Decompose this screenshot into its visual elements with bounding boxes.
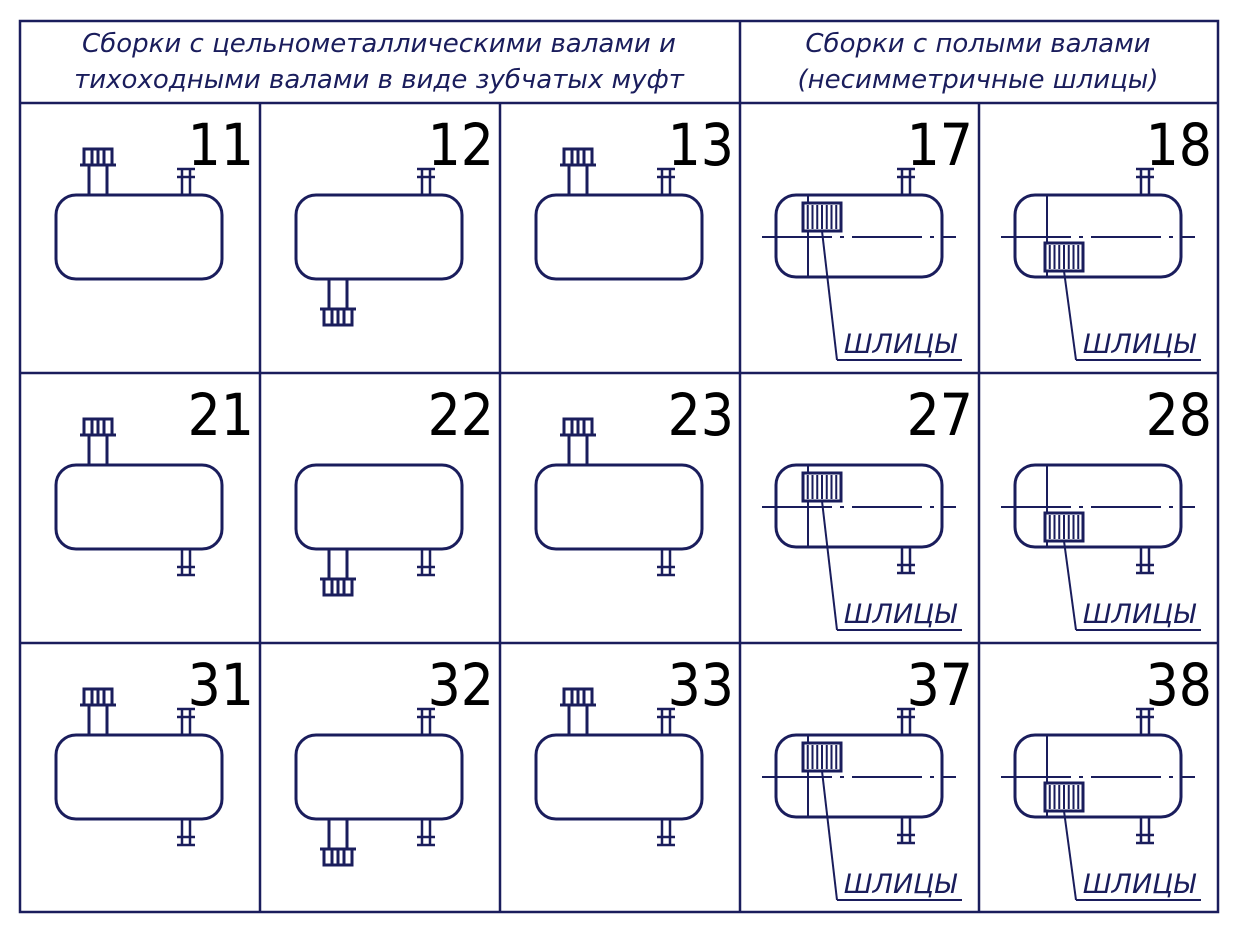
- spline-leader: [1064, 271, 1076, 360]
- gearbox-housing: [296, 195, 462, 279]
- assembly-cell-33: [536, 651, 734, 845]
- gearbox-housing: [296, 465, 462, 549]
- spline-leader: [1064, 541, 1076, 630]
- assembly-cell-32: [296, 651, 494, 865]
- cell-number: 11: [187, 111, 254, 179]
- assembly-cell-17: [762, 111, 973, 360]
- gearbox-housing: [536, 735, 702, 819]
- spline-leader: [1064, 811, 1076, 900]
- spline-leader: [822, 231, 837, 360]
- assembly-cell-21: [56, 381, 254, 575]
- cell-number: 17: [906, 111, 973, 179]
- gearbox-housing: [56, 195, 222, 279]
- gearbox-housing: [56, 735, 222, 819]
- cell-number: 22: [427, 381, 494, 449]
- spline-label: ШЛИЦЫ: [1082, 599, 1196, 630]
- header-left-line2: тихоходными валами в виде зубчатых муфт: [74, 65, 684, 95]
- spline-label: ШЛИЦЫ: [843, 599, 957, 630]
- spline-label: ШЛИЦЫ: [1082, 869, 1196, 900]
- cell-number: 37: [906, 651, 973, 719]
- spline-label: ШЛИЦЫ: [843, 329, 957, 360]
- header-right-line2: (несимметричные шлицы): [797, 65, 1159, 95]
- gearbox-housing: [536, 465, 702, 549]
- spline-leader: [822, 501, 837, 630]
- cell-number: 27: [906, 381, 973, 449]
- assembly-cell-31: [56, 651, 254, 845]
- gearbox-housing: [296, 735, 462, 819]
- spline-label: ШЛИЦЫ: [1082, 329, 1196, 360]
- cell-number: 38: [1145, 651, 1212, 719]
- cell-number: 21: [187, 381, 254, 449]
- assembly-cell-37: [762, 651, 973, 900]
- assembly-cell-27: [762, 381, 973, 630]
- cell-number: 31: [187, 651, 254, 719]
- header-left-line1: Сборки с цельнометаллическими валами и: [82, 29, 676, 59]
- cell-number: 23: [667, 381, 734, 449]
- gearbox-housing: [56, 465, 222, 549]
- assembly-cell-38: [1001, 651, 1212, 900]
- assembly-cells: [56, 111, 1212, 900]
- cell-number: 32: [427, 651, 494, 719]
- assembly-cell-12: [296, 111, 494, 325]
- spline-label: ШЛИЦЫ: [843, 869, 957, 900]
- assembly-cell-18: [1001, 111, 1212, 360]
- cell-number: 18: [1145, 111, 1212, 179]
- cell-number: 33: [667, 651, 734, 719]
- assembly-cell-13: [536, 111, 734, 279]
- cell-number: 13: [667, 111, 734, 179]
- assembly-cell-11: [56, 111, 254, 279]
- header-right-line1: Сборки с полыми валами: [805, 29, 1151, 59]
- assembly-cell-23: [536, 381, 734, 575]
- cell-number: 12: [427, 111, 494, 179]
- spline-leader: [822, 771, 837, 900]
- gearbox-housing: [536, 195, 702, 279]
- assembly-cell-22: [296, 381, 494, 595]
- header: [74, 29, 1158, 95]
- cell-number: 28: [1145, 381, 1212, 449]
- assembly-cell-28: [1001, 381, 1212, 630]
